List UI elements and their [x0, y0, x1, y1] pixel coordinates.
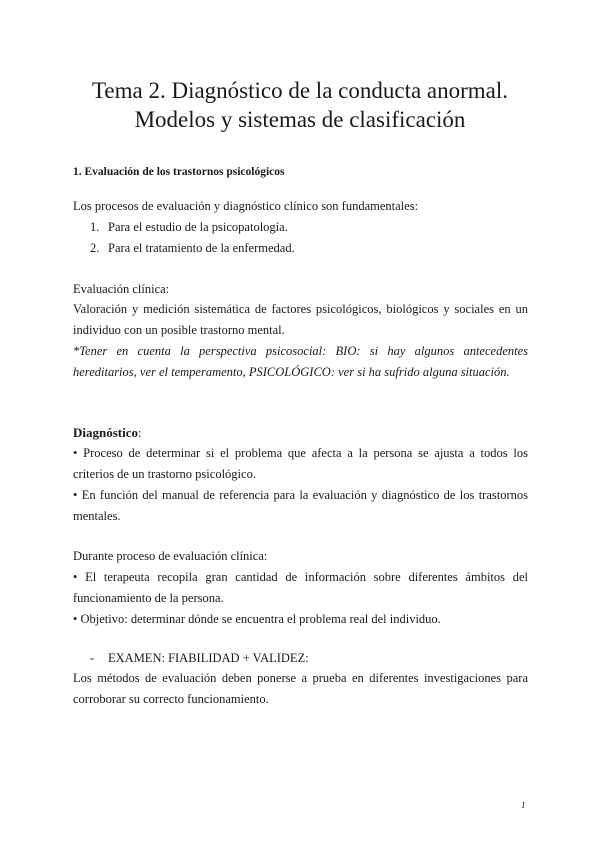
- page-number: 1: [521, 800, 526, 810]
- title-line-1: Tema 2. Diagnóstico de la conducta anormal.: [91, 78, 509, 103]
- page-title: [40, 76, 560, 134]
- list-item: 1. Para el estudio de la psicopatología.: [90, 220, 288, 234]
- diagnostico-bullet-1: • Proceso de determinar si el problema que afecta a la persona se ajusta a todos los criterios de un trastorno psicológico.: [73, 446, 528, 481]
- examen-text: Los métodos de evaluación deben ponerse a prueba en diferentes investigaciones para corroborar su correcto funcionamiento.: [73, 671, 528, 706]
- section-heading: 1. Evaluación de los trastornos psicológicos: [73, 166, 285, 178]
- diagnostico-heading: Diagnóstico:: [73, 425, 142, 440]
- durante-bullet-1: • El terapeuta recopila gran cantidad de información sobre diferentes ámbitos del funcionamiento de la persona.: [73, 570, 528, 605]
- evaluacion-note: *Tener en cuenta la perspectiva psicosocial: BIO: si hay algunos antecedentes hereditarios, ver el temperamento, PSICOLÓGICO: ver si ha sufrido alguna situación.: [73, 344, 528, 379]
- examen-item: - EXAMEN: FIABILIDAD + VALIDEZ:: [90, 651, 309, 665]
- evaluacion-heading: Evaluación clínica:: [73, 282, 170, 296]
- numbered-list: [90, 217, 295, 259]
- title-line-2: Modelos y sistemas de clasificación: [134, 107, 466, 132]
- list-item: 2. Para el tratamiento de la enfermedad.: [90, 241, 295, 255]
- durante-heading: Durante proceso de evaluación clínica:: [73, 549, 268, 563]
- diagnostico-bullet-2: • En función del manual de referencia para la evaluación y diagnóstico de los trastornos mentales.: [73, 488, 528, 523]
- durante-bullet-2: • Objetivo: determinar dónde se encuentra el problema real del individuo.: [73, 612, 441, 626]
- intro-paragraph: Los procesos de evaluación y diagnóstico clínico son fundamentales:: [73, 199, 419, 213]
- evaluacion-text: Valoración y medición sistemática de factores psicológicos, biológicos y sociales en un individuo con un posible trastorno mental.: [73, 302, 528, 337]
